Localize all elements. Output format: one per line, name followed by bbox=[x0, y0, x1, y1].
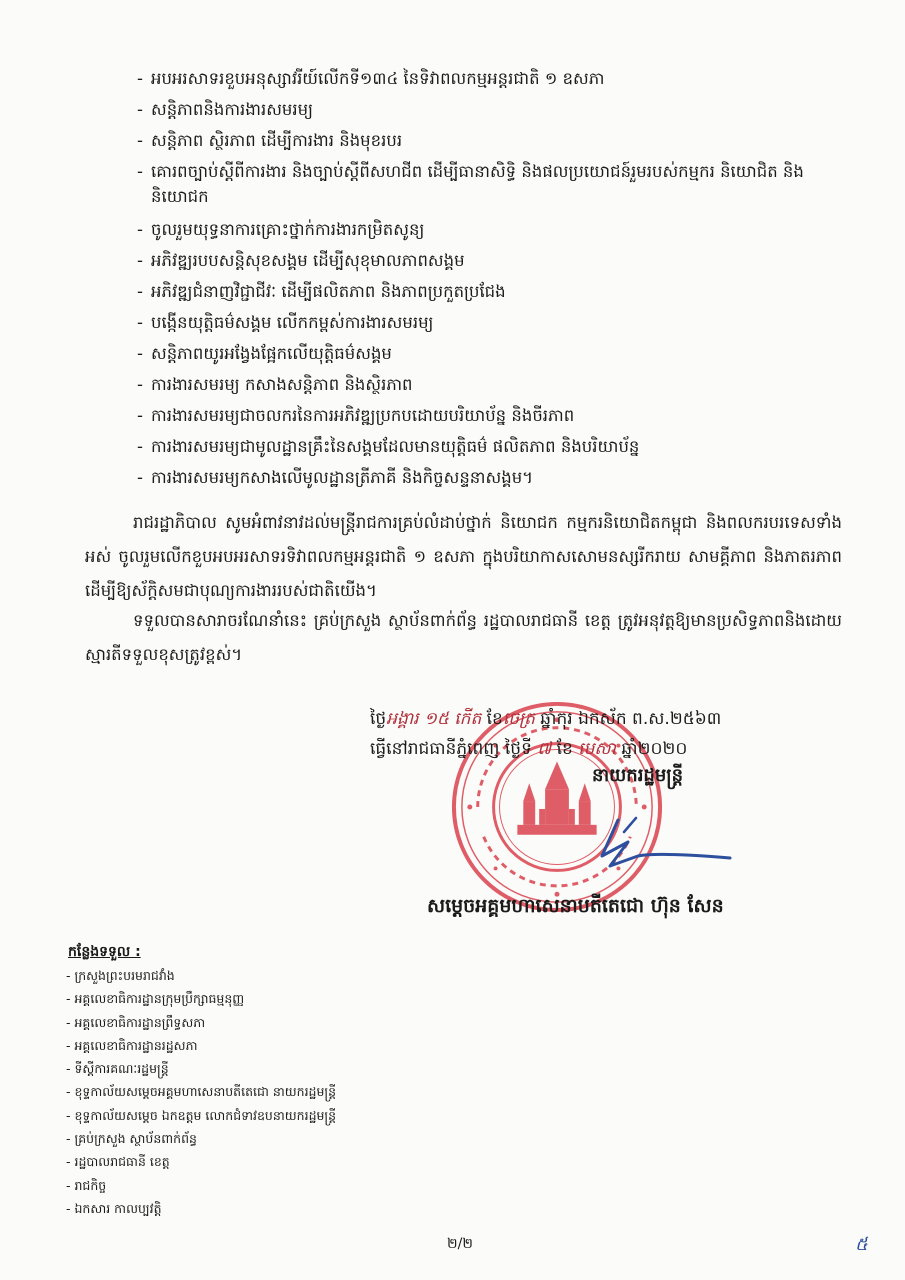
page-number: ២/២ bbox=[447, 1236, 473, 1252]
slogan-item: - អភិវឌ្ឍរបបសន្តិសុខសង្គម ដើម្បីសុខុមាលភាពសង្គម bbox=[137, 251, 465, 270]
recipient-item: - ខុទ្ទកាល័យសម្តេចអគ្គមហាសេនាបតីតេជោ នាយករដ្ឋមន្ត្រី bbox=[66, 1084, 337, 1100]
recipient-item: - អគ្គលេខាធិការដ្ឋានព្រឹទ្ធសភា bbox=[66, 1014, 206, 1030]
solar-day-handwritten: ៧ bbox=[537, 739, 552, 759]
solar-month-handwritten: មេសា bbox=[578, 739, 617, 759]
slogan-item: - ការងារសមរម្យកសាងលើមូលដ្ឋានត្រីភាគី និងកិច្ចសន្ទនាសង្គម។ bbox=[137, 468, 534, 487]
recipient-item: - ខុទ្ទកាល័យសម្តេច ឯកឧត្តម លោកជំទាវឧបនាយករដ្ឋមន្ត្រី bbox=[66, 1107, 337, 1123]
recipient-item: - ឯកសារ កាលប្បវត្តិ bbox=[66, 1200, 162, 1216]
signer-name: សម្តេចអគ្គមហាសេនាបតីតេជោ ហ៊ុន សែន bbox=[427, 895, 724, 917]
appeal-paragraph: រាជរដ្ឋាភិបាល សូមអំពាវនាវដល់មន្ត្រីរាជការគ្រប់លំដាប់ថ្នាក់ និយោជក កម្មករនិយោជិតកម្ពុជា និងពលករបរទេសទាំងអស់ ចូលរួមលើកខួបអបអរសាទរទិវាពលកម្មអន្តរជាតិ ១ ឧសភា ក្នុងបរិយាកាសសោមនស្សរីករាយ សាមគ្គីភាព និងភាតរភាព ដើម្បីឱ្យស័ក្តិសមជាបុណ្យការងាររបស់ជាតិយើង។ bbox=[85, 513, 842, 600]
recipient-item: - រដ្ឋបាលរាជធានី ខេត្ត bbox=[66, 1154, 170, 1170]
recipient-item: - ក្រសួងព្រះបរមរាជវាំង bbox=[66, 968, 175, 983]
slogan-item: - សន្តិភាពយូរអង្វែងផ្អែកលើយុត្តិធម៌សង្គម bbox=[137, 344, 392, 363]
instruction-paragraph: ទទួលបានសារាចរណែនាំនេះ គ្រប់ក្រសួង ស្ថាប័នពាក់ព័ន្ធ រដ្ឋបាលរាជធានី ខេត្ត ត្រូវអនុវត្តឱ្យមានប្រសិទ្ធភាពនិងដោយស្មារតីទទួលខុសត្រូវខ្ពស់។ bbox=[85, 611, 842, 664]
slogan-item: - សន្តិភាព ស្ថិរភាព ដើម្បីការងារ និងមុខរបរ bbox=[137, 131, 403, 150]
recipient-item: - ទីស្តីការគណៈរដ្ឋមន្ត្រី bbox=[66, 1061, 169, 1077]
solar-date-line: ធ្វើនៅរាជធានីភ្នំពេញ ថ្ងៃទី ៧ ខែ មេសា ឆ្នាំ២០២០ bbox=[370, 739, 688, 759]
slogan-list bbox=[137, 66, 842, 496]
slogan-item: - ការងារសមរម្យជាមូលដ្ឋានគ្រឹះនៃសង្គមដែលមានយុត្តិធម៌ ផលិតភាព និងបរិយាប័ន្ន bbox=[137, 437, 640, 456]
recipient-item: - រាជកិច្ច bbox=[66, 1177, 107, 1193]
slogan-item: - អបអរសាទរខួបអនុស្សាវរីយ៍លើកទី១៣៤ នៃទិវាពលកម្មអន្តរជាតិ ១ ឧសភា bbox=[137, 69, 605, 88]
handwritten-page-mark: ៥ bbox=[855, 1234, 868, 1255]
signature-mark bbox=[588, 812, 733, 874]
lunar-month-handwritten: ចេត្រ bbox=[502, 709, 535, 729]
slogan-item: - គោរពច្បាប់ស្តីពីការងារ និងច្បាប់ស្តីពីសហជីព ដើម្បីធានាសិទ្ធិ និងផលប្រយោជន៍រួមរបស់កម្មករ និយោជិត និងនិយោជក bbox=[137, 162, 804, 206]
slogan-item: - ការងារសមរម្យជាចលករនៃការអភិវឌ្ឍប្រកបដោយបរិយាប័ន្ន និងចីរភាព bbox=[137, 406, 575, 425]
lunar-day-handwritten: អង្គារ ១៥ កើត bbox=[386, 709, 482, 729]
signer-title: នាយករដ្ឋមន្ត្រី bbox=[592, 765, 684, 786]
recipient-item: - គ្រប់ក្រសួង ស្ថាប័នពាក់ព័ន្ធ bbox=[66, 1131, 197, 1147]
recipients-list bbox=[66, 964, 336, 1220]
slogan-item: - អភិវឌ្ឍជំនាញវិជ្ជាជីវៈ ដើម្បីផលិតភាព និងភាពប្រកួតប្រជែង bbox=[137, 282, 506, 301]
slogan-item: - ការងារសមរម្យ កសាងសន្តិភាព និងស្ថិរភាព bbox=[137, 375, 413, 394]
recipient-item: - អគ្គលេខាធិការដ្ឋានក្រុមប្រឹក្សាធម្មនុញ្ញ bbox=[66, 991, 245, 1007]
slogan-item: - បង្កើនយុត្តិធម៌សង្គម លើកកម្ពស់ការងារសមរម្យ bbox=[137, 313, 434, 332]
lunar-date-line: ថ្ងៃអង្គារ ១៥ កើត ខែចេត្រ ឆ្នាំកុរ ឯកស័ក ព.ស.២៥៦៣ bbox=[370, 709, 722, 729]
slogan-item: - សន្តិភាពនិងការងារសមរម្យ bbox=[137, 100, 314, 119]
recipient-item: - អគ្គលេខាធិការដ្ឋានរដ្ឋសភា bbox=[66, 1037, 198, 1053]
slogan-item: - ចូលរួមយុទ្ធនាការគ្រោះថ្នាក់ការងារកម្រិតសូន្យ bbox=[137, 220, 425, 239]
recipients-heading: កន្លែងទទួល : bbox=[68, 944, 141, 960]
